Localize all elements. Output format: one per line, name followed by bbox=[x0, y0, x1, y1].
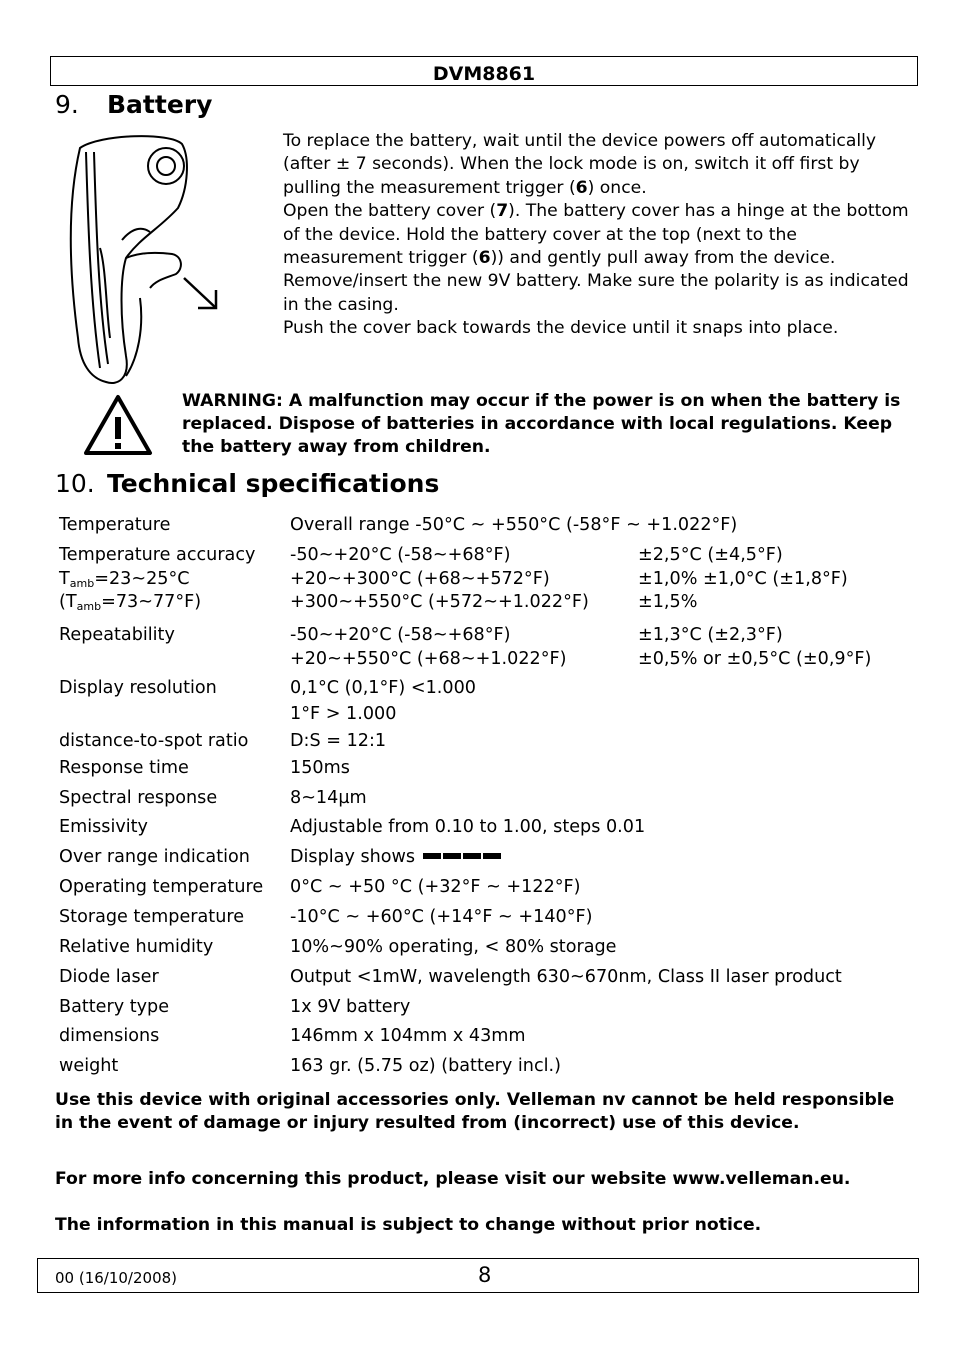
spec-value: -50~+20°C (-58~+68°F) +20~+300°C (+68~+572°F) +300~+550°C (+572~+1.022°F) ±2,5°C (±4,5°F) ±1,0% ±1,0°C (±1,8°F) ±1,5% bbox=[290, 545, 848, 612]
spec-value: -10°C ~ +60°C (+14°F ~ +140°F) bbox=[290, 907, 593, 927]
section-10-heading bbox=[55, 469, 439, 498]
spec-label: dimensions bbox=[59, 1026, 160, 1046]
battery-instructions bbox=[283, 130, 913, 341]
document-version: 00 (16/10/2008) bbox=[55, 1269, 178, 1287]
page-footer bbox=[37, 1258, 919, 1293]
spec-label: Response time bbox=[59, 758, 189, 778]
spec-label: Repeatability bbox=[59, 625, 175, 645]
spec-label: Spectral response bbox=[59, 788, 218, 808]
spec-label: Operating temperature bbox=[59, 877, 264, 897]
spec-label: distance-to-spot ratio bbox=[59, 731, 249, 751]
section-number: 9. bbox=[55, 90, 79, 119]
section-title: Battery bbox=[107, 90, 213, 119]
model-title: DVM8861 bbox=[432, 63, 536, 85]
section-9-heading bbox=[55, 90, 212, 119]
spec-value: 0°C ~ +50 °C (+32°F ~ +122°F) bbox=[290, 877, 581, 897]
over-range-dashes-icon bbox=[421, 847, 501, 867]
battery-replacement-illustration bbox=[60, 128, 230, 390]
instruction-paragraph: To replace the battery, wait until the device powers off automatically (after ± 7 seconds). When the lock mode is on, switch it off first by pulling the measurement trigger (6) once. bbox=[283, 131, 877, 198]
website-info-note: For more info concerning this product, please visit our website www.velleman.eu. bbox=[55, 1169, 851, 1189]
section-title: Technical specifications bbox=[107, 469, 440, 498]
ambient-condition-c: $T_{amb}=23\sim 25^\circ C$ bbox=[59, 568, 190, 590]
document-header bbox=[50, 56, 918, 86]
spec-label: weight bbox=[59, 1056, 119, 1076]
spec-value: D:S = 12:1 bbox=[290, 731, 387, 751]
spec-value: 163 gr. (5.75 oz) (battery incl.) bbox=[290, 1056, 561, 1076]
spec-value: 146mm x 104mm x 43mm bbox=[290, 1026, 526, 1046]
page-number: 8 bbox=[478, 1263, 492, 1287]
spec-value: Adjustable from 0.10 to 1.00, steps 0.01 bbox=[290, 817, 646, 837]
spec-value: 150ms bbox=[290, 758, 350, 778]
spec-value: 0,1°C (0,1°F) <1.000 1°F > 1.000 bbox=[290, 678, 476, 724]
spec-value: -50~+20°C (-58~+68°F) +20~+550°C (+68~+1.022°F) ±1,3°C (±2,3°F) ±0,5% or ±0,5°C (±0,9°F) bbox=[290, 625, 872, 669]
spec-label: Relative humidity bbox=[59, 937, 214, 957]
accessories-note: Use this device with original accessories only. Velleman nv cannot be held responsible in the event of damage or injury resulted from (incorrect) use of this device. bbox=[55, 1090, 895, 1134]
spec-label: Emissivity bbox=[59, 817, 148, 837]
spec-value: Output <1mW, wavelength 630~670nm, Class II laser product bbox=[290, 967, 842, 987]
spec-label: Battery type bbox=[59, 997, 170, 1017]
spec-label: Diode laser bbox=[59, 967, 159, 987]
spec-label: Display resolution bbox=[59, 678, 217, 698]
battery-warning: WARNING: A malfunction may occur if the power is on when the battery is replaced. Dispose of batteries in accordance with local regulations. Keep the battery away from children. bbox=[182, 391, 901, 458]
spec-value: 8~14µm bbox=[290, 788, 367, 808]
spec-value: 1x 9V battery bbox=[290, 997, 411, 1017]
spec-label: Over range indication bbox=[59, 847, 250, 867]
spec-label: Temperature accuracy $T_{amb}=23\sim 25^\circ C$ $(T_{amb}=73\sim 77^\circ F)$ bbox=[59, 545, 256, 613]
spec-label: Storage temperature bbox=[59, 907, 245, 927]
warning-triangle-icon bbox=[82, 393, 154, 457]
instruction-paragraph: Push the cover back towards the device until it snaps into place. bbox=[283, 318, 839, 339]
instruction-paragraph: Open the battery cover (7). The battery cover has a hinge at the bottom of the device. Hold the battery cover at the top (next to the measurement trigger (6)) and gently pull away from the device. bbox=[283, 201, 909, 269]
spec-value: Overall range -50°C ~ +550°C (-58°F ~ +1.022°F) bbox=[290, 515, 738, 535]
instruction-paragraph: Remove/insert the new 9V battery. Make sure the polarity is as indicated in the casing. bbox=[283, 271, 909, 315]
ambient-condition-f: $(T_{amb}=73\sim 77^\circ F)$ bbox=[59, 592, 202, 613]
section-number: 10. bbox=[55, 469, 95, 498]
spec-value: Display shows bbox=[290, 846, 501, 870]
spec-value: 10%~90% operating, < 80% storage bbox=[290, 937, 617, 957]
change-notice: The information in this manual is subject to change without prior notice. bbox=[55, 1215, 762, 1235]
spec-label: Temperature bbox=[59, 515, 171, 535]
